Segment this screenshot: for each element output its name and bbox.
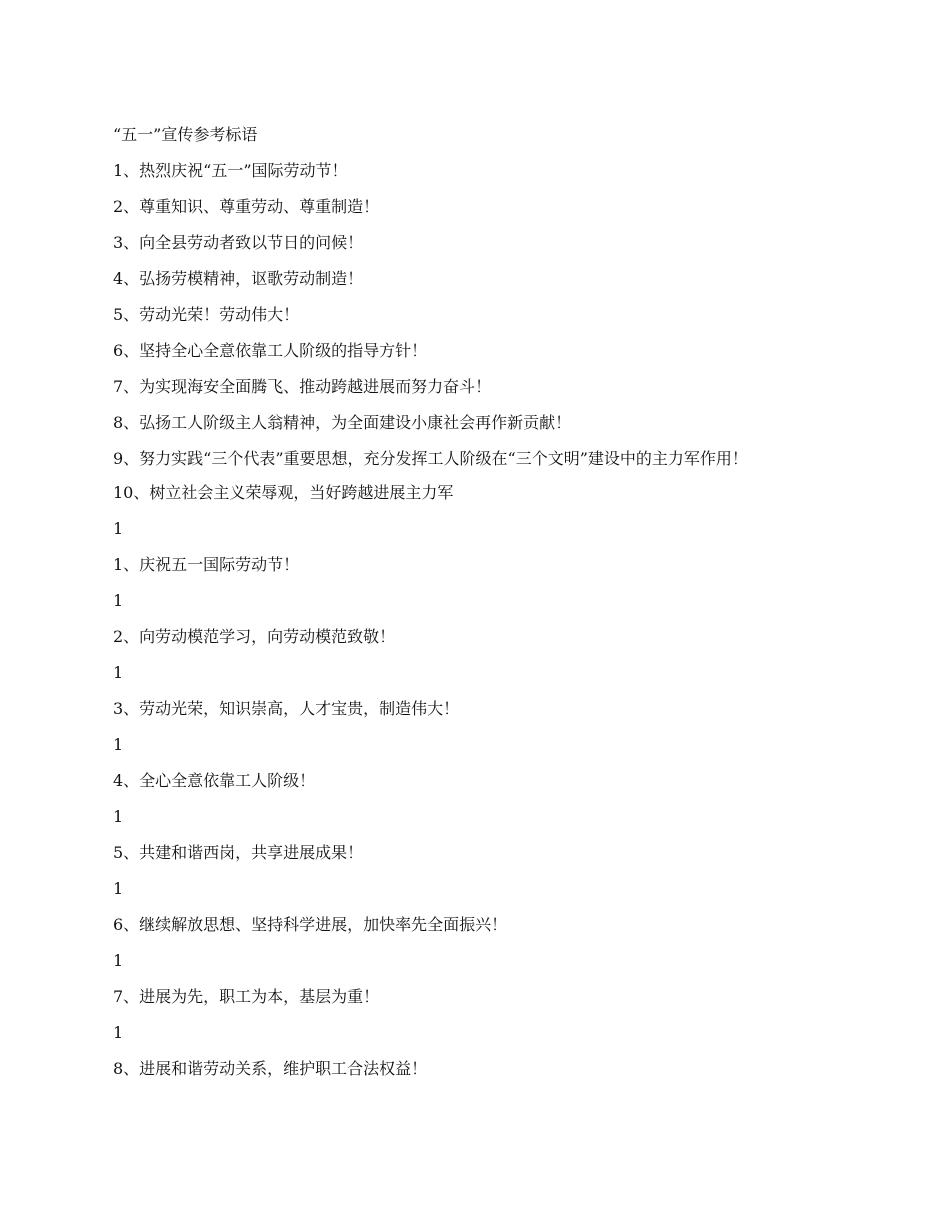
slogan-item: 4、弘扬劳模精神，讴歌劳动制造！ xyxy=(113,269,364,288)
slogan-item: 5、劳动光荣！劳动伟大！ xyxy=(113,305,300,324)
page-number: 1 xyxy=(113,951,124,970)
slogan-item: 7、进展为先，职工为本，基层为重！ xyxy=(113,987,380,1006)
page-number: 1 xyxy=(113,879,124,898)
page-number: 1 xyxy=(113,735,124,754)
slogan-item: 5、共建和谐西岗，共享进展成果！ xyxy=(113,843,364,862)
slogan-item: 1、庆祝五一国际劳动节！ xyxy=(113,555,300,574)
slogan-item: 8、弘扬工人阶级主人翁精神，为全面建设小康社会再作新贡献！ xyxy=(113,413,572,432)
slogan-item: 3、劳动光荣，知识崇高，人才宝贵，制造伟大！ xyxy=(113,699,460,718)
slogan-item: 3、向全县劳动者致以节日的问候！ xyxy=(113,233,364,252)
slogan-item: 2、尊重知识、尊重劳动、尊重制造！ xyxy=(113,197,380,216)
slogan-item: 6、坚持全心全意依靠工人阶级的指导方针！ xyxy=(113,341,428,360)
slogan-item: 7、为实现海安全面腾飞、推动跨越进展而努力奋斗！ xyxy=(113,377,492,396)
page-number: 1 xyxy=(113,807,124,826)
document-title: “五一”宣传参考标语 xyxy=(113,125,258,144)
slogan-item: 6、继续解放思想、坚持科学进展，加快率先全面振兴！ xyxy=(113,915,508,934)
page-number: 1 xyxy=(113,1023,124,1042)
page-number: 1 xyxy=(113,591,124,610)
document-body xyxy=(113,124,813,1094)
slogan-item: 1、热烈庆祝“五一”国际劳动节！ xyxy=(113,161,348,180)
slogan-item: 10、树立社会主义荣辱观，当好跨越进展主力军 xyxy=(113,483,454,502)
page-number: 1 xyxy=(113,663,124,682)
slogan-item: 4、全心全意依靠工人阶级！ xyxy=(113,771,316,790)
slogan-item: 2、向劳动模范学习，向劳动模范致敬！ xyxy=(113,627,396,646)
page-number: 1 xyxy=(113,519,124,538)
slogan-item: 8、进展和谐劳动关系，维护职工合法权益！ xyxy=(113,1059,428,1078)
slogan-item: 9、努力实践“三个代表”重要思想，充分发挥工人阶级在“三个文明”建设中的主力军作用！ xyxy=(113,449,748,468)
